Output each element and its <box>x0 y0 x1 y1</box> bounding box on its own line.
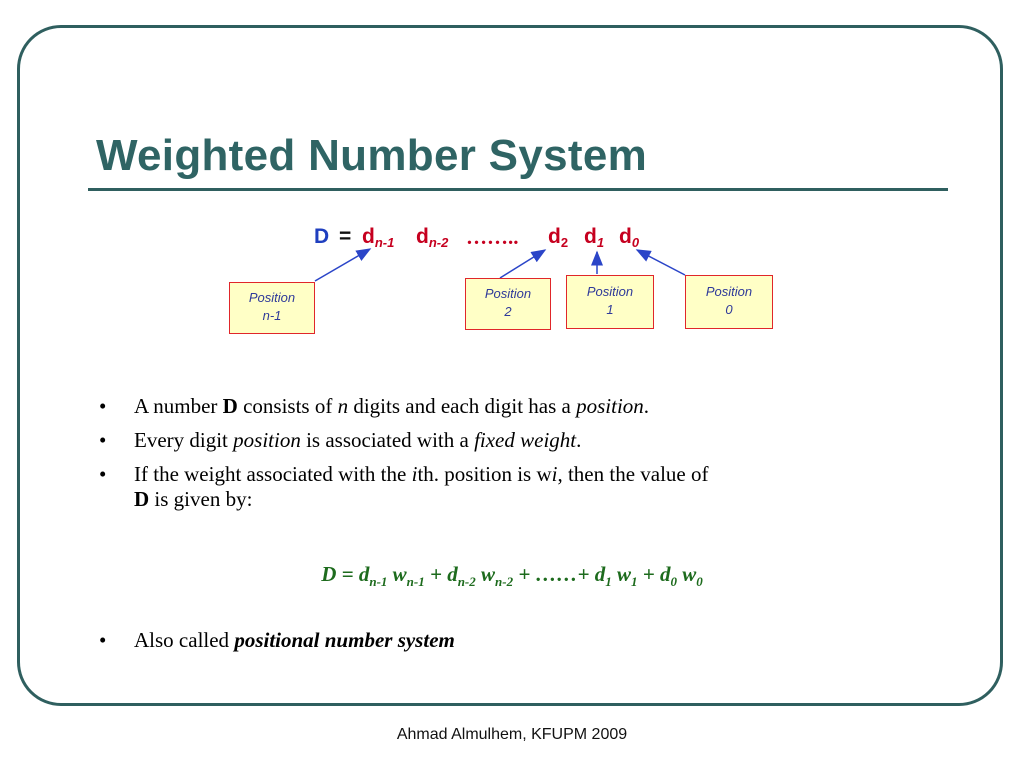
digit-letter: d <box>619 225 632 248</box>
bullet-dot: • <box>99 394 107 418</box>
bullet-emphasis: i <box>551 462 558 486</box>
equation-D: D <box>314 225 330 248</box>
bullet-text: Also called <box>134 628 235 652</box>
digit-letter: d <box>362 225 375 248</box>
formula-subscript: 1 <box>605 574 612 590</box>
digit-subscript: n-2 <box>428 235 449 250</box>
formula-part: w <box>677 562 697 586</box>
formula-subscript: n-1 <box>369 574 388 590</box>
position-index: 0 <box>725 302 733 317</box>
bullet-list <box>96 394 936 521</box>
bullet-list-2 <box>96 628 936 662</box>
formula-part: + d <box>424 562 458 586</box>
digit-letter: d <box>548 225 561 248</box>
position-box-2 <box>465 278 551 330</box>
position-box-n-1 <box>229 282 315 334</box>
bullet-item <box>96 394 936 419</box>
bullet-emphasis: i <box>411 462 418 486</box>
digit-subscript: 0 <box>631 235 640 250</box>
digit-subscript: 1 <box>596 235 605 250</box>
value-formula <box>0 562 1024 590</box>
bullet-dot: • <box>99 462 107 486</box>
bullet-text: . <box>576 428 582 452</box>
bullet-dot: • <box>99 628 107 652</box>
formula-part: + ……+ d <box>513 562 606 586</box>
arrow-2 <box>500 250 545 278</box>
bullet-item <box>96 462 936 512</box>
position-box-1 <box>566 275 654 329</box>
bullet-text: . <box>643 394 650 418</box>
formula-part: w <box>475 562 496 586</box>
formula-part: w <box>611 562 632 586</box>
digit-letter: d <box>416 225 429 248</box>
bullet-emphasis: n <box>337 394 349 418</box>
position-label: Position <box>248 290 296 305</box>
bullet-item <box>96 628 936 653</box>
bullet-text: th. position is w <box>417 462 552 486</box>
digit-letter: d <box>584 225 597 248</box>
equation-ellipsis: …….. <box>466 225 519 249</box>
bullet-text: consists of <box>237 394 338 418</box>
position-box-0 <box>685 275 773 329</box>
bullet-emphasis: D <box>222 394 238 418</box>
bullet-emphasis: fixed weight <box>474 428 577 452</box>
formula-subscript: n-1 <box>406 574 425 590</box>
bullet-text: is associated with a <box>300 428 475 452</box>
bullet-text: is given by: <box>149 487 253 511</box>
slide-footer: Ahmad Almulhem, KFUPM 2009 <box>396 726 628 743</box>
slide-title: Weighted Number System <box>96 131 648 180</box>
position-label: Position <box>705 284 753 299</box>
position-index: 2 <box>504 304 512 319</box>
formula-part: + d <box>637 562 671 586</box>
arrow-0 <box>637 250 685 275</box>
bullet-emphasis: position <box>576 394 644 418</box>
formula-part: D = d <box>321 562 370 586</box>
formula-subscript: 0 <box>670 574 678 590</box>
bullet-emphasis: positional number system <box>234 628 455 652</box>
bullet-text: , then the value of <box>557 462 709 486</box>
bullet-emphasis: position <box>233 428 301 452</box>
position-label: Position <box>586 284 634 299</box>
bullet-emphasis: D <box>134 487 150 511</box>
bullet-item <box>96 428 936 453</box>
formula-part: w <box>387 562 407 586</box>
bullet-text: Every digit <box>134 428 234 452</box>
bullet-dot: • <box>99 428 107 452</box>
position-index: n-1 <box>262 308 282 323</box>
equation-equals: = <box>339 225 352 248</box>
formula-subscript: n-2 <box>457 574 476 590</box>
bullet-text: digits and each digit has a <box>348 394 577 418</box>
digit-subscript: 2 <box>560 235 569 250</box>
formula-subscript: 1 <box>631 574 638 590</box>
bullet-text: A number <box>134 394 223 418</box>
digit-subscript: n-1 <box>374 235 395 250</box>
position-index: 1 <box>606 302 614 317</box>
position-label: Position <box>484 286 532 301</box>
formula-subscript: n-2 <box>495 574 514 590</box>
formula-subscript: 0 <box>696 574 703 590</box>
bullet-text: If the weight associated with the <box>134 462 412 486</box>
arrow-n-1 <box>315 249 370 281</box>
